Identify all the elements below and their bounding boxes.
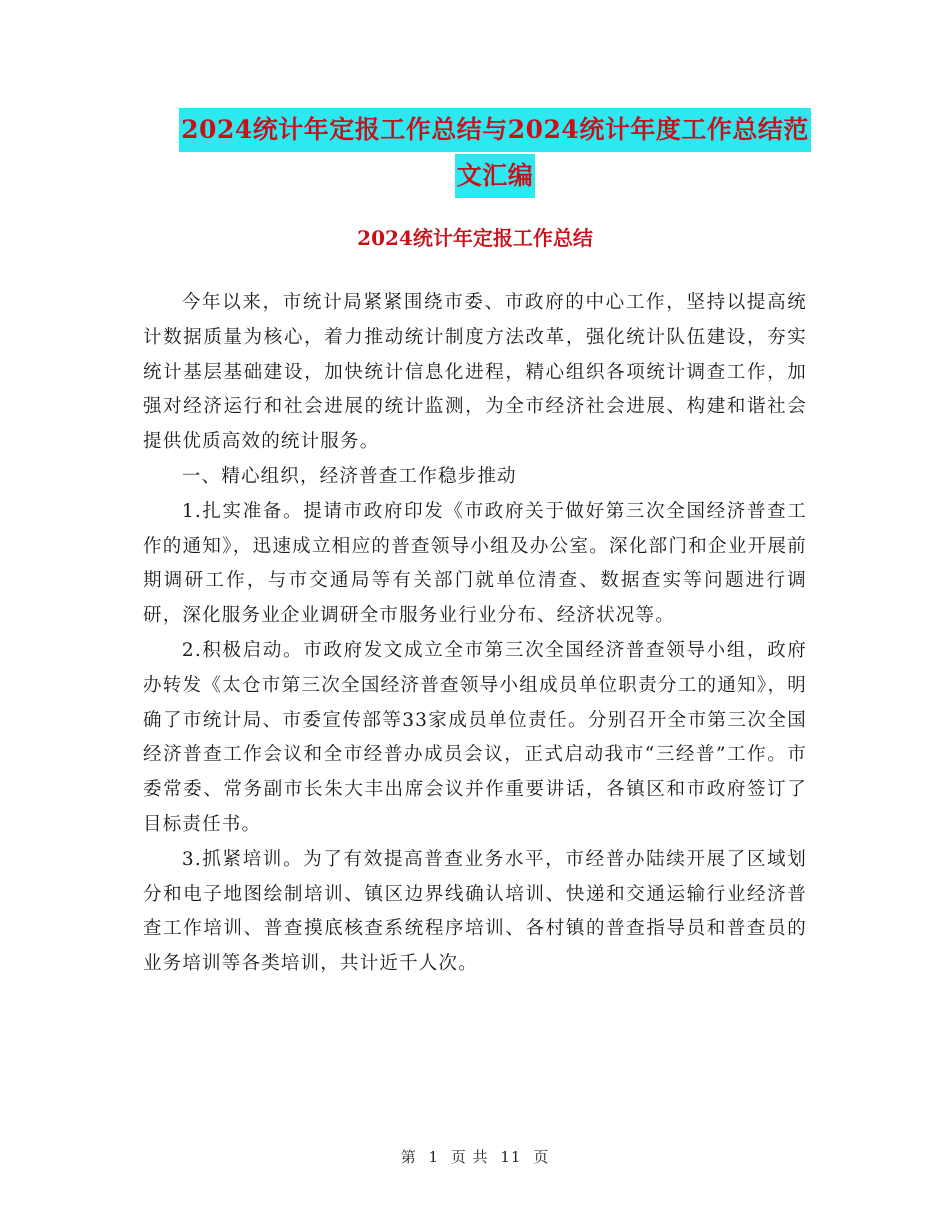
title-line-1: 2024统计年定报工作总结与2024统计年度工作总结范 — [179, 108, 811, 152]
footer-prefix: 第 — [400, 1148, 417, 1166]
paragraph-item-2: 2.积极启动。市政府发文成立全市第三次全国经济普查领导小组，政府办转发《太仓市第三次全国经济普查领导小组成员单位职责分工的通知》，明确了市统计局、市委宣传部等33家成员单位责任。分别召开全市第三次全国经济普查工作会议和全市经普办成员会议，正式启动我市“三经普”工作。市委常委、常务副市长朱大丰出席会议并作重要讲话，各镇区和市政府签订了目标责任书。 — [143, 639, 807, 835]
document-title — [140, 108, 850, 198]
paragraph-item-1: 1.扎实准备。提请市政府印发《市政府关于做好第三次全国经济普查工作的通知》，迅速成立相应的普查领导小组及办公室。深化部门和企业开展前期调研工作，与市交通局等有关部门就单位清查、数据查实等问题进行调研，深化服务业企业调研全市服务业行业分布、经济状况等。 — [143, 500, 807, 627]
footer-suffix: 页 — [533, 1148, 550, 1166]
paragraph-item-3: 3.抓紧培训。为了有效提高普查业务水平，市经普办陆续开展了区域划分和电子地图绘制培训、镇区边界线确认培训、快递和交通运输行业经济普查工作培训、普查摸底核查系统程序培训、各村镇的普查指导员和普查员的业务培训等各类培训，共计近千人次。 — [143, 848, 807, 975]
paragraph-intro: 今年以来，市统计局紧紧围绕市委、市政府的中心工作，坚持以提高统计数据质量为核心，着力推动统计制度方法改革，强化统计队伍建设，夯实统计基层基础建设，加快统计信息化进程，精心组织各项统计调查工作，加强对经济运行和社会进展的统计监测，为全市经济社会进展、构建和谐社会提供优质高效的统计服务。 — [143, 292, 807, 453]
title-line-2: 文汇编 — [455, 154, 536, 198]
footer-page-number: 1 — [428, 1148, 440, 1166]
section-subtitle: 2024统计年定报工作总结 — [357, 226, 593, 250]
footer-total-pages: 11 — [500, 1148, 522, 1166]
paragraph-heading-1: 一、精心组织，经济普查工作稳步推动 — [181, 465, 517, 487]
footer-middle: 页 共 — [450, 1148, 489, 1166]
page-footer — [0, 1146, 950, 1167]
document-body — [143, 286, 807, 982]
